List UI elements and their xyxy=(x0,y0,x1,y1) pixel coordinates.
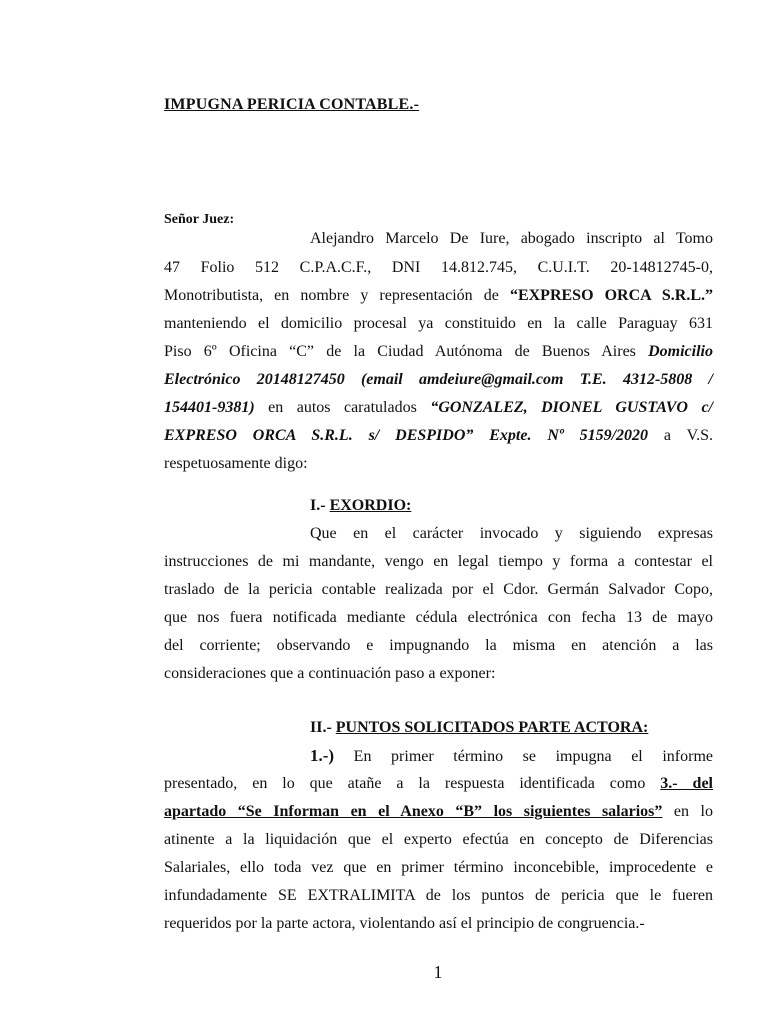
point-number: 1.-) xyxy=(310,746,335,765)
section-1-line-5: del corriente; observando e impugnando la misma en atención a las xyxy=(164,637,713,654)
section-2-line-4: atinente a la liquidación que el experto efectúa en concepto de Diferencias xyxy=(164,831,713,848)
intro-line-4: manteniendo el domicilio procesal ya constituido en la calle Paraguay 631 xyxy=(164,315,713,332)
section-1-line-6: consideraciones que a continuación paso a exponer: xyxy=(164,665,496,682)
reference-highlight: 3.- del xyxy=(660,775,713,792)
section-number: II.- xyxy=(310,719,336,736)
section-2-line-2 xyxy=(164,774,713,794)
salutation: Señor Juez: xyxy=(164,212,235,227)
intro-text: Piso 6º Oficina “C” de la Ciudad Autónoma de Buenos Aires xyxy=(164,343,649,360)
reference-highlight: apartado “Se Informan en el Anexo “B” los siguientes salarios” xyxy=(164,803,663,820)
electronic-domicile-label: Domicilio xyxy=(648,343,713,360)
section-2-line-1 xyxy=(310,746,713,767)
section-1-line-4: que nos fuera notificada mediante cédula electrónica con fecha 13 de mayo xyxy=(164,609,713,626)
intro-line-5 xyxy=(164,342,713,362)
intro-line-1: Alejandro Marcelo De Iure, abogado inscripto al Tomo xyxy=(310,230,713,247)
section-1-line-3: traslado de la pericia contable realizada por el Cdor. Germán Salvador Copo, xyxy=(164,581,713,598)
page-number: 1 xyxy=(433,962,443,982)
body-text: En primer término se impugna el informe xyxy=(334,748,713,765)
intro-text: Monotributista, en nombre y representación de xyxy=(164,287,510,304)
intro-line-2: 47 Folio 512 C.P.A.C.F., DNI 14.812.745, C.U.I.T. 20-14812745-0, xyxy=(164,259,713,276)
client-name: “EXPRESO ORCA S.R.L.” xyxy=(509,287,714,304)
section-2-line-7: requeridos por la parte actora, violentando así el principio de congruencia.- xyxy=(164,915,645,932)
section-1-line-2: instrucciones de mi mandante, vengo en legal tiempo y forma a contestar el xyxy=(164,553,713,570)
intro-text: en autos caratulados xyxy=(254,399,431,416)
intro-line-9: respetuosamente digo: xyxy=(164,455,308,472)
section-number: I.- xyxy=(310,497,330,514)
contact-details: Electrónico 20148127450 (email amdeiure@gmail.com T.E. 4312-5808 / xyxy=(164,371,713,388)
section-label: PUNTOS SOLICITADOS PARTE ACTORA: xyxy=(335,719,649,736)
body-text: en lo xyxy=(662,803,714,820)
intro-line-8 xyxy=(164,426,713,446)
intro-line-7 xyxy=(164,398,713,418)
case-caption: “GONZALEZ, DIONEL GUSTAVO c/ xyxy=(430,399,713,416)
section-1-line-1: Que en el carácter invocado y siguiendo expresas xyxy=(310,525,713,542)
case-caption: EXPRESO ORCA S.R.L. s/ DESPIDO” Expte. Nº 5159/2020 xyxy=(164,427,649,444)
section-2-heading xyxy=(310,719,648,737)
phone-number: 154401-9381) xyxy=(164,399,255,416)
document-title: IMPUGNA PERICIA CONTABLE.- xyxy=(164,96,420,113)
section-2-line-5: Salariales, ello toda vez que en primer término inconcebible, improcedente e xyxy=(164,859,713,876)
intro-text: a V.S. xyxy=(648,427,713,444)
section-1-heading xyxy=(310,497,411,515)
body-text: presentado, en lo que atañe a la respuesta identificada como xyxy=(164,775,661,792)
intro-line-3 xyxy=(164,286,713,306)
section-2-line-6: infundadamente SE EXTRALIMITA de los puntos de pericia que le fueren xyxy=(164,887,713,904)
intro-line-6 xyxy=(164,370,713,390)
section-label: EXORDIO: xyxy=(329,497,412,514)
section-2-line-3 xyxy=(164,802,713,822)
